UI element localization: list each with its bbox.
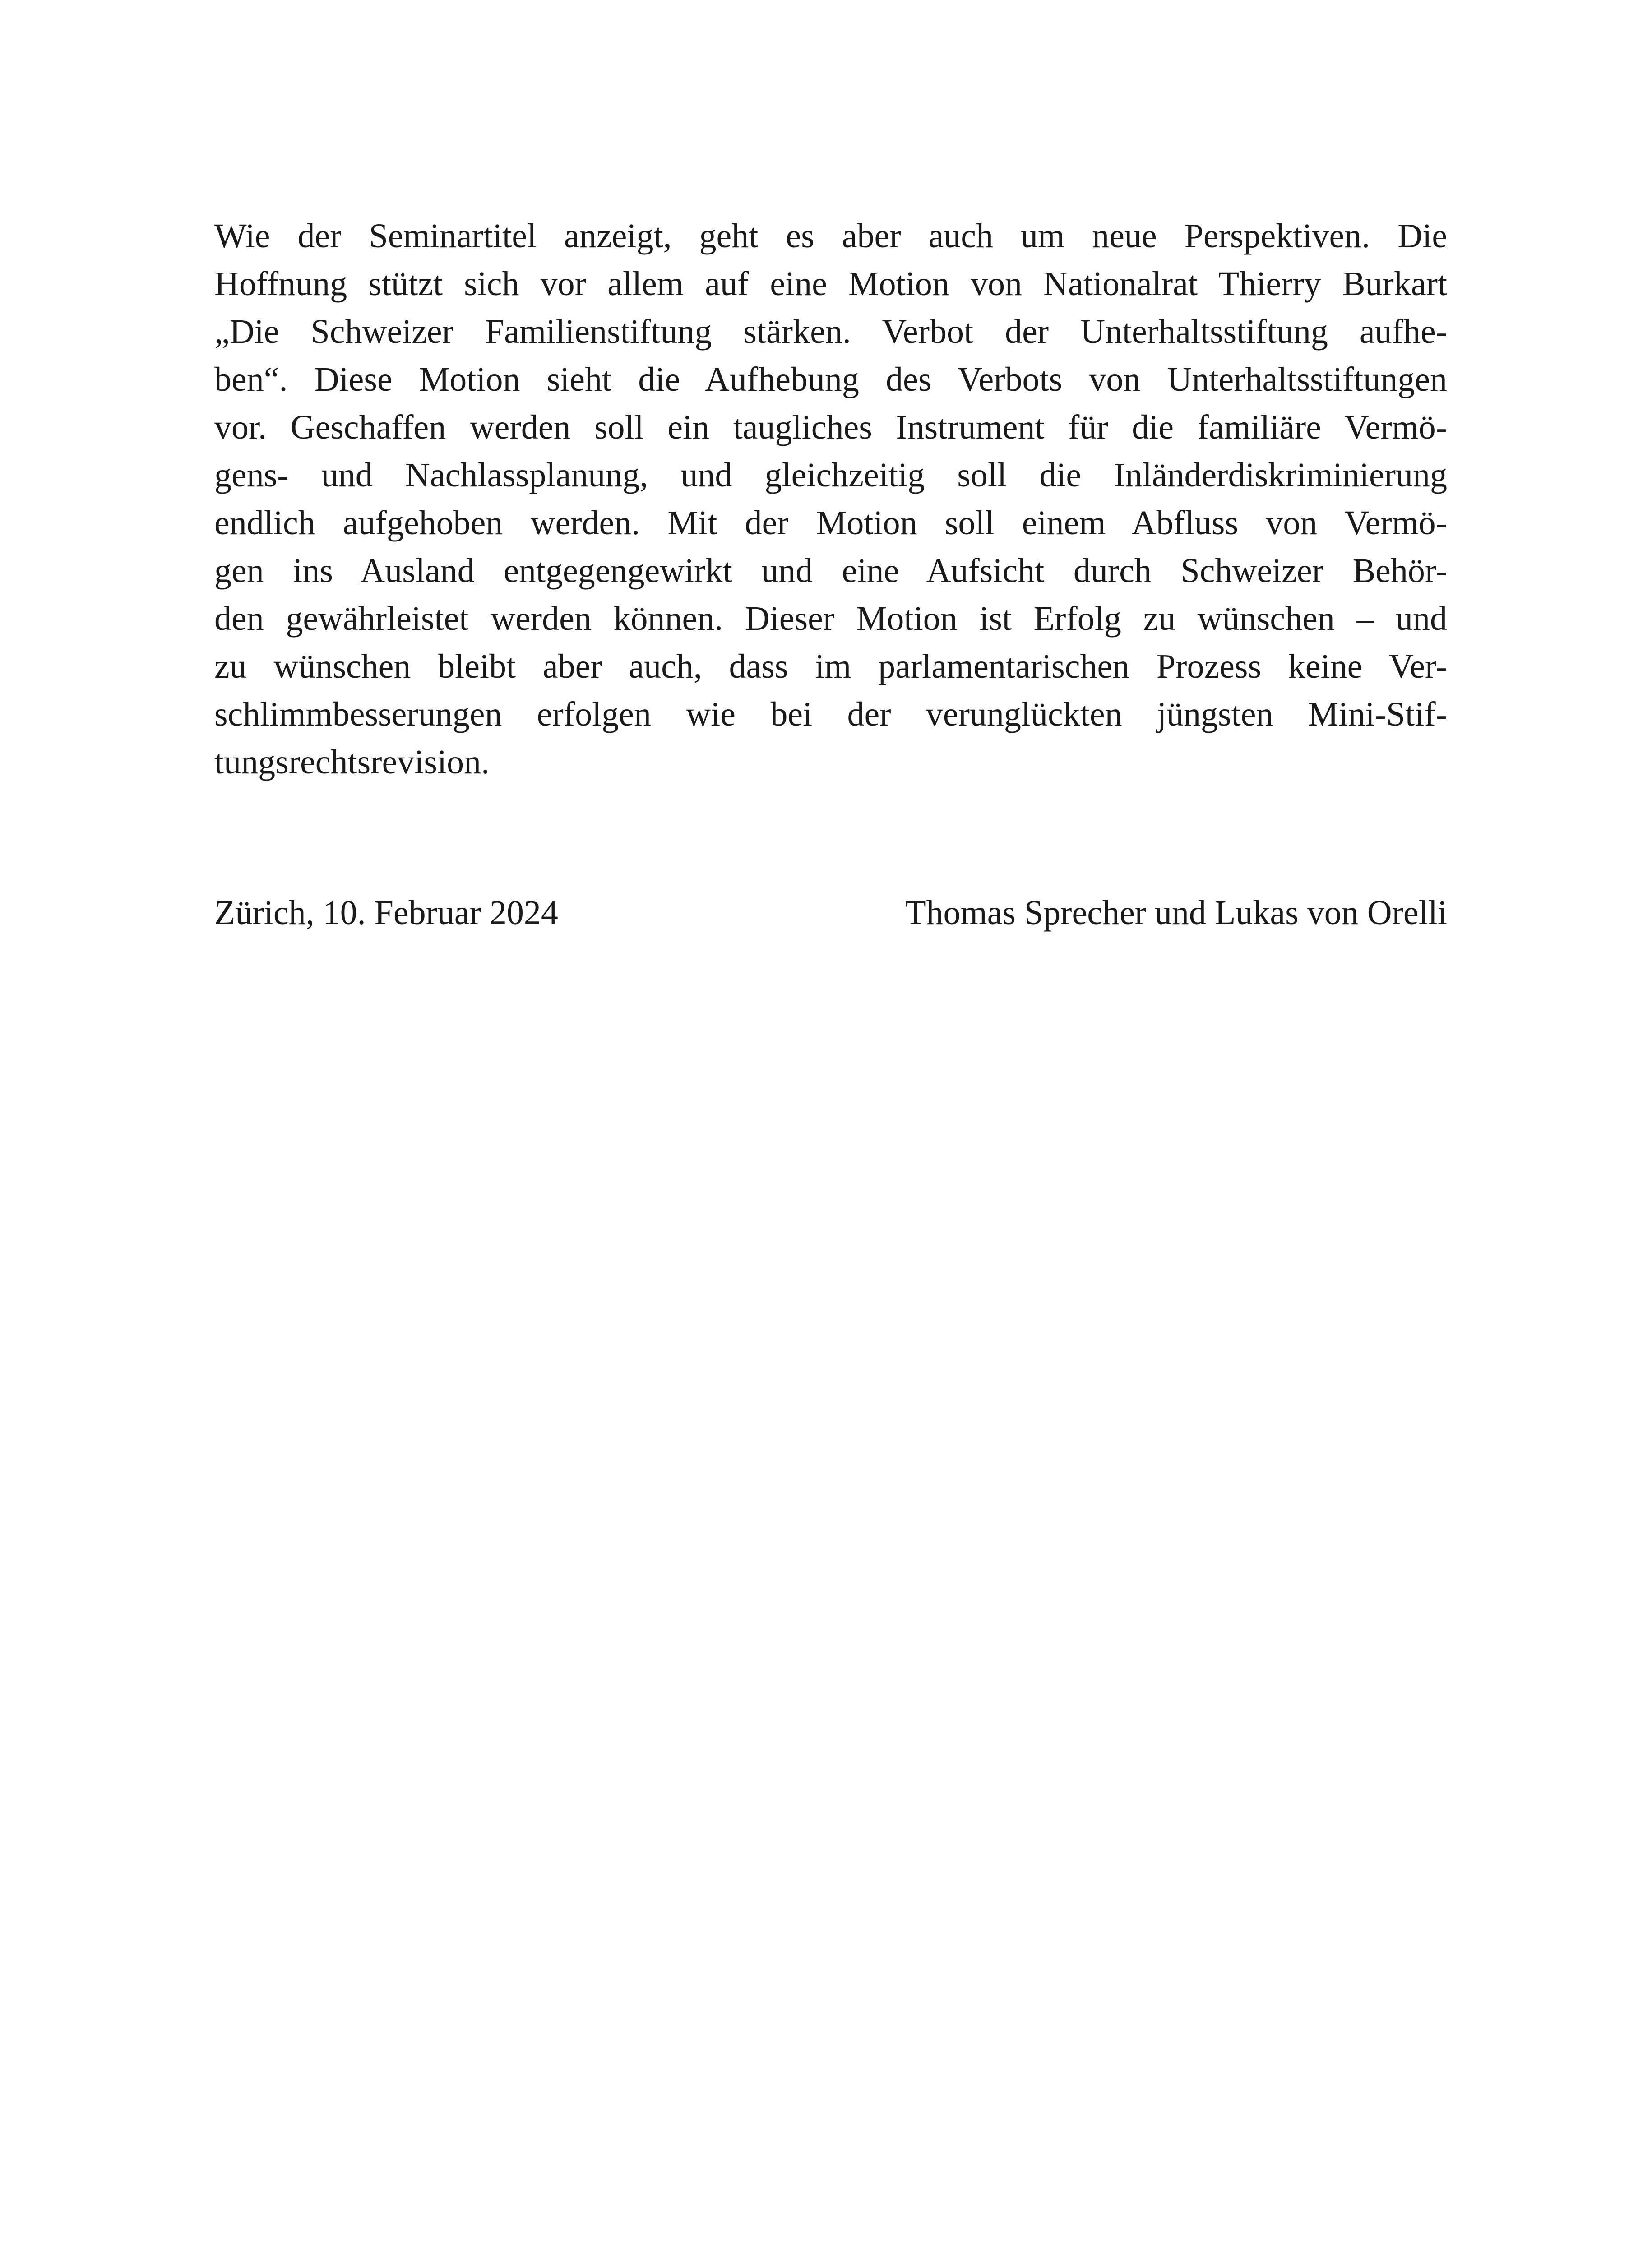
paragraph-line: ben“. Diese Motion sieht die Aufhebung des Verbots von Unterhaltsstiftungen xyxy=(214,361,1447,398)
paragraph-line: gen ins Ausland entgegengewirkt und eine Aufsicht durch Schweizer Behör- xyxy=(214,552,1447,590)
authors: Thomas Sprecher und Lukas von Orelli xyxy=(905,894,1447,932)
paragraph-line: Wie der Seminartitel anzeigt, geht es aber auch um neue Perspektiven. Die xyxy=(214,217,1447,255)
body-paragraph xyxy=(214,212,1447,786)
paragraph-line: tungsrechtsrevision. xyxy=(214,743,490,781)
place-date: Zürich, 10. Februar 2024 xyxy=(214,894,558,932)
paragraph-line: gens- und Nachlassplanung, und gleichzeitig soll die Inländerdiskriminierung xyxy=(214,456,1447,494)
paragraph-line: endlich aufgehoben werden. Mit der Motion soll einem Abfluss von Vermö- xyxy=(214,504,1447,542)
paragraph-line: zu wünschen bleibt aber auch, dass im parlamentarischen Prozess keine Ver- xyxy=(214,647,1447,685)
paragraph-line: „Die Schweizer Familienstiftung stärken. Verbot der Unterhaltsstiftung aufhe- xyxy=(214,313,1447,351)
paragraph-line: schlimmbesserungen erfolgen wie bei der verunglückten jüngsten Mini-Stif- xyxy=(214,695,1447,733)
paragraph-line: vor. Geschaffen werden soll ein taugliches Instrument für die familiäre Vermö- xyxy=(214,408,1447,446)
paragraph-line: den gewährleistet werden können. Dieser Motion ist Erfolg zu wünschen – und xyxy=(214,600,1447,638)
signature-row xyxy=(214,889,1447,937)
paragraph-line: Hoffnung stützt sich vor allem auf eine Motion von Nationalrat Thierry Burkart xyxy=(214,265,1447,303)
